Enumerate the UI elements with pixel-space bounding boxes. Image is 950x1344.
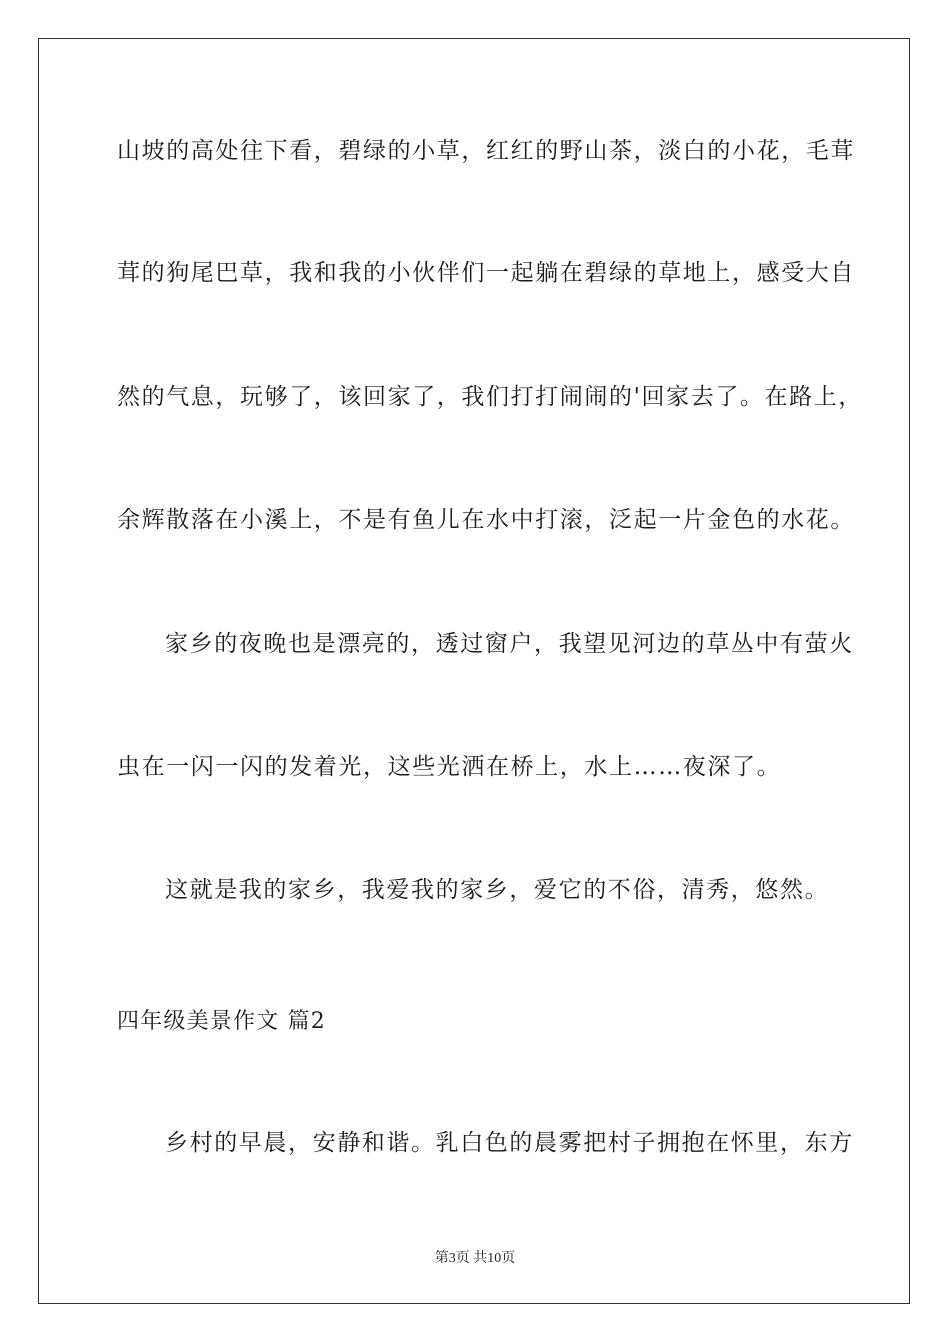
body-line: 然的气息，玩够了，该回家了，我们打打闹闹的'回家去了。在路上，: [117, 384, 863, 410]
body-line: 茸的狗尾巴草，我和我的小伙伴们一起躺在碧绿的草地上，感受大自: [117, 260, 855, 286]
body-line: 余辉散落在小溪上，不是有鱼儿在水中打滚，泛起一片金色的水花。: [117, 507, 855, 533]
paragraph-first-line: 这就是我的家乡，我爱我的家乡，爱它的不俗，清秀，悠然。: [165, 877, 830, 903]
paragraph-first-line: 乡村的早晨，安静和谐。乳白色的晨雾把村子拥抱在怀里，东方: [165, 1130, 854, 1156]
body-line: 山坡的高处往下看，碧绿的小草，红红的野山茶，淡白的小花，毛茸: [117, 138, 855, 164]
body-line: 虫在一闪一闪的发着光，这些光洒在桥上，水上……夜深了。: [117, 754, 782, 780]
page-border: [38, 38, 910, 1304]
paragraph-first-line: 家乡的夜晚也是漂亮的，透过窗户，我望见河边的草丛中有萤火: [165, 631, 854, 657]
page-number-footer: 第3页 共10页: [434, 1251, 516, 1266]
section-heading: 四年级美景作文 篇2: [117, 1009, 326, 1034]
